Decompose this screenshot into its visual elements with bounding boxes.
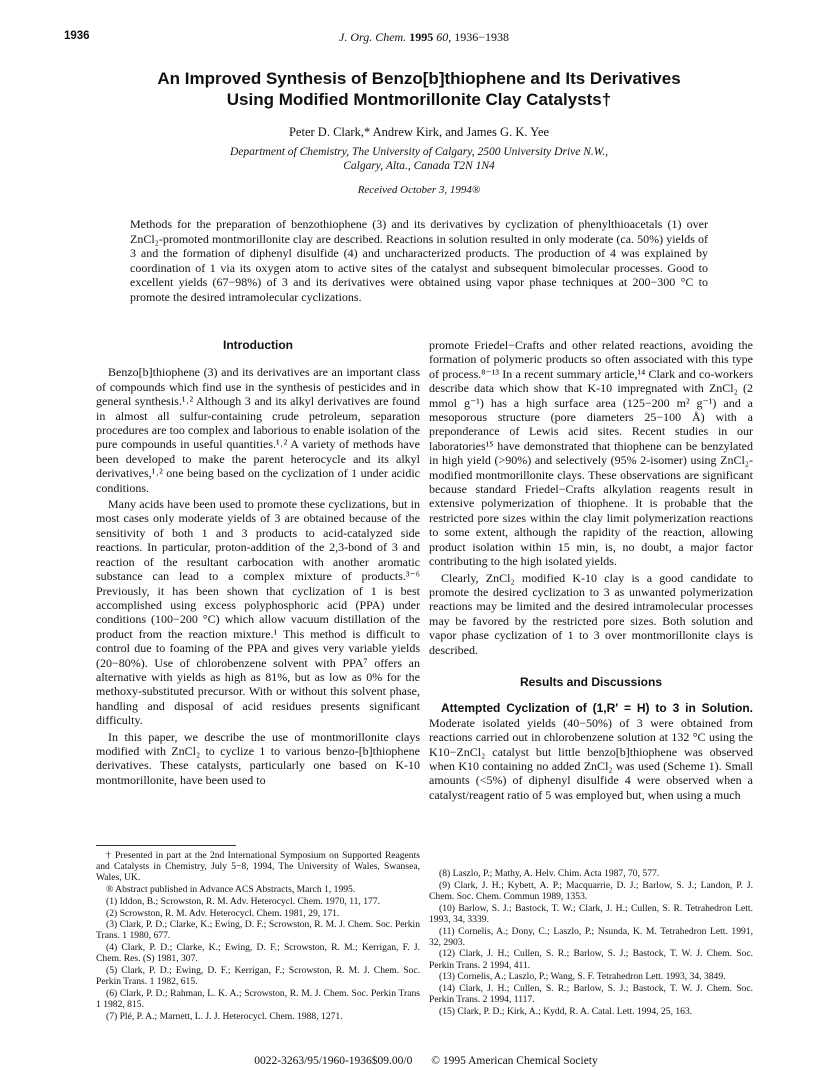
running-header [64, 30, 784, 48]
article-title [64, 68, 774, 110]
journal-pages: 1936−1938 [454, 30, 509, 44]
page-footer [96, 1055, 756, 1067]
footnotes-right [429, 868, 753, 1018]
footnote: ® Abstract published in Advance ACS Abstracts, March 1, 1995. [106, 884, 356, 896]
footnotes-left [96, 845, 420, 1023]
reference: (9) Clark, J. H.; Kybett, A. P.; Macquarrie, D. J.; Barlow, S. J.; Landon, P. J. Chem. Soc. Chem. Commun 1989, 1353. [429, 879, 753, 902]
reference: (15) Clark, P. D.; Kirk, A.; Kydd, R. A. Catal. Lett. 1994, 25, 163. [439, 1005, 693, 1017]
left-column [96, 338, 420, 789]
reference: (2) Scrowston, R. M. Adv. Heterocycl. Chem. 1981, 29, 171. [106, 907, 340, 919]
reference: (6) Clark, P. D.; Rahman, L. K. A.; Scrowston, R. M. J. Chem. Soc. Perkin Trans 1 1982, 815. [96, 987, 420, 1011]
reference: (10) Barlow, S. J.; Bastock, T. W.; Clark, J. H.; Cullen, S. R. Tetrahedron Lett. 1993, 34, 3339. [429, 902, 753, 925]
title-line-2: Using Modified Montmorillonite Clay Catalysts† [226, 90, 612, 109]
reference: (4) Clark, P. D.; Clarke, K.; Ewing, D. F.; Scrowston, R. M.; Kerrigan, F. J. Chem. Res. (S) 1981, 307. [96, 942, 420, 965]
intro-paragraph-5: Clearly, ZnCl₂ modified K-10 clay is a good candidate to promote the desired cyclization to 3 as unwanted polymerization reactions may be limited and the desired intramolecular processes may be favored by the restricted pore sizes. Both solution and vapor phase cyclization of 1 to 3 over montmorillonite clays is described. [429, 570, 753, 657]
reference: (3) Clark, P. D.; Clarke, K.; Ewing, D. F.; Scrowston, R. M. J. Chem. Soc. Perkin Trans. 1 1980, 677. [96, 919, 420, 942]
reference: (14) Clark, J. H.; Cullen, S. R.; Barlow, S. J.; Bastock, T. W. J. Chem. Soc. Perkin Trans. 2 1994, 1117. [429, 983, 753, 1006]
journal-volume: 60, [436, 30, 452, 44]
right-column [429, 338, 753, 804]
abstract: Methods for the preparation of benzothiophene (3) and its derivatives by cyclization of phenylthioacetals (1) over ZnCl₂-promoted montmorillonite clay are described. Reactions in solution resulted in only moderate (ca. 50%) yields of 3 and the formation of diphenyl disulfide (4) and uncharacterized products. The production of 4 was explained by coordination of 1 via its oxygen atom to active sites of the catalyst and subsequent bimolecular processes. Good to excellent yields (67−98%) of 3 and its derivatives were obtained using vapor phase techniques at 200−300 °C to promote the desired intramolecular cyclizations. [130, 217, 708, 304]
results-paragraph-1 [429, 701, 753, 802]
author-list: Peter D. Clark,* Andrew Kirk, and James G. K. Yee [288, 125, 550, 139]
page-number: 1936 [64, 30, 90, 42]
results-text: Moderate isolated yields (40−50%) of 3 were obtained from reactions carried out in chlorobenzene solution at 132 °C using the K10−ZnCl₂ catalyst but little benzo[b]thiophene was observed when K10 containing no added ZnCl₂ was used (Scheme 1). Small amounts (<5%) of diphenyl disulfide 4 were observed when a catalyst/reagent ratio of 5 was employed but, when using a much [429, 715, 753, 802]
affiliation-line-1: Department of Chemistry, The University of Calgary, 2500 University Drive N.W., [229, 146, 609, 158]
results-heading: Results and Discussions [519, 674, 663, 689]
reference: (11) Cornelis, A.; Dony, C.; Laszlo, P.; Nsunda, K. M. Tetrahedron Lett. 1991, 32, 2903. [429, 925, 753, 948]
received-date: Received October 3, 1994® [357, 184, 481, 196]
intro-paragraph-2: Many acids have been used to promote these cyclizations, but in most cases only moderate yields of 3 are obtained because of the sensitivity of both 1 and 3 products to acid-catalyzed side reactions. In particular, proton-addition of the 2,3-bond of 3 and reaction of the resultant carbocation with another aromatic substance can lead to a complex mixture of products.³⁻⁶ Previously, it has been shown that cyclization of 1 is best accomplished using excess polyphosphoric acid (PPA) under conditions (100−200 °C) which allow vacuum distillation of the product from the reaction mixture.¹ This method is difficult to control due to foaming of the PPA and gives very variable yields (20−80%). Use of chlorobenzene solvent with PPA⁷ offers an alternative with yields as high as 81%, but as low as 0% for the methoxy-substituted precursor. With or without this solvent phase, handling and disposal of acid residues presents significant difficulty. [96, 497, 420, 728]
affiliation [64, 145, 774, 173]
journal-name: J. Org. Chem. [339, 30, 407, 44]
footnote: † Presented in part at the 2nd International Symposium on Supported Reagents and Catalysts in Chemistry, July 5−8, 1994, The University of Wales, Swansea, Wales, UK. [96, 850, 420, 884]
reference: (12) Clark, J. H.; Cullen, S. R.; Barlow, S. J.; Bastock, T. W. J. Chem. Soc. Perkin Trans. 2 1994, 411. [429, 948, 753, 971]
journal-year: 1995 [409, 30, 434, 44]
reference: (8) Laszlo, P.; Mathy, A. Helv. Chim. Acta 1987, 70, 577. [439, 868, 660, 879]
intro-paragraph-3: In this paper, we describe the use of montmorillonite clays modified with ZnCl₂ to cyclize 1 to various benzo-[b]thiophene derivatives. These catalysts, particularly one based on K-10 montmorillonite, have been used to [96, 729, 420, 787]
intro-paragraph-4: promote Friedel−Crafts and other related reactions, avoiding the formation of polymeric products so often associated with this type of process.⁸⁻¹³ In a recent summary article,¹⁴ Clark and co-workers describe data which show that K-10 impregnated with ZnCl₂ (2 mmol g⁻¹) has a high surface area (125−200 m² g⁻¹) and a mesoporous structure (pore diameters 25−100 Å) with a preponderance of Lewis acid sites. Recent studies in our laboratories¹⁵ have demonstrated that thiophene can be benzylated in high yield (>90%) and selectively (95% 2-isomer) using ZnCl₂-modified montmorillonite clays. These observations are significant because standard Friedel−Crafts alkylation reagents result in extensive polymerization of thiophene. It is probable that the restricted pore sizes within the clay limit polymerization reactions to some extent, although the rapidity of the reaction, allowing product isolation within 15 min, is, no doubt, a major factor contributing to the high isolated yields. [429, 338, 753, 569]
reference: (1) Iddon, B.; Scrowston, R. M. Adv. Heterocycl. Chem. 1970, 11, 177. [106, 895, 381, 907]
intro-paragraph-1: Benzo[b]thiophene (3) and its derivatives are an important class of compounds which find use in the synthesis of pesticides and in general synthesis.¹˒² Although 3 and its alkyl derivatives are found in almost all sulfur-containing crude petroleum, separation procedures are too complex and laborious to enable isolation of the pure compounds in useful quantities.¹˒² A variety of methods have been developed to make the parent heterocycle and its alkyl derivatives,¹˒² one being based on the cyclization of 1 under acidic conditions. [96, 365, 420, 495]
article-code: 0022-3263/95/1960-1936$09.00/0 [254, 1055, 413, 1067]
reference: (5) Clark, P. D.; Ewing, D. F.; Kerrigan, F.; Scrowston, R. M. J. Chem. Soc. Perkin Trans. 1 1982, 615. [96, 965, 420, 988]
introduction-heading: Introduction [223, 338, 293, 352]
copyright-notice: © 1995 American Chemical Society [431, 1055, 598, 1067]
reference: (13) Cornelis, A.; Laszlo, P.; Wang, S. F. Tetrahedron Lett. 1993, 34, 3849. [439, 971, 726, 983]
journal-citation [64, 30, 784, 45]
affiliation-line-2: Calgary, Alta., Canada T2N 1N4 [343, 160, 495, 172]
reference: (7) Plé, P. A.; Marnett, L. J. J. Heterocycl. Chem. 1988, 1271. [106, 1010, 343, 1022]
footnote-rule [96, 845, 236, 846]
runin-heading: Attempted Cyclization of (1,R′ = H) to 3 in Solution. [441, 701, 753, 716]
title-line-1: An Improved Synthesis of Benzo[b]thiophene and Its Derivatives [157, 69, 681, 88]
